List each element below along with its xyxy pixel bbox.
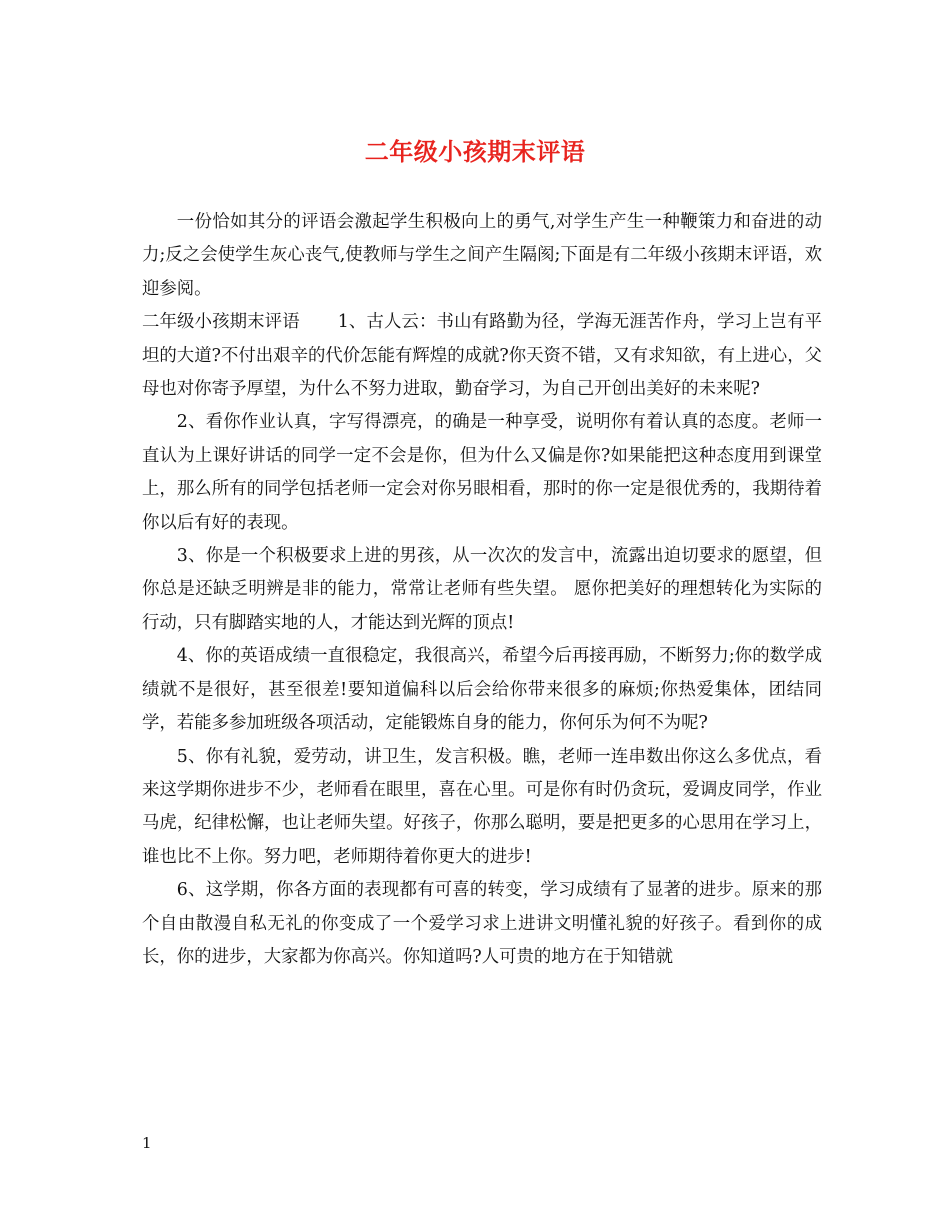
intro-paragraph: 一份恰如其分的评语会激起学生积极向上的勇气,对学生产生一种鞭策力和奋进的动力;反之会使学生灰心丧气,使教师与学生之间产生隔阂;下面是有二年级小孩期末评语，欢迎参阅。	[142, 212, 822, 299]
comment-1-text: 1、古人云：书山有路勤为径，学海无涯苦作舟，学习上岂有平坦的大道?不付出艰辛的代价怎能有辉煌的成就?你天资不错，又有求知欲，有上进心，父母也对你寄予厚望，为什么不努力进取，勤奋学习，为自己开创出美好的未来呢?	[142, 312, 822, 400]
document-title: 二年级小孩期末评语	[364, 137, 586, 166]
comment-paragraph-6: 6、这学期，你各方面的表现都有可喜的转变，学习成绩有了显著的进步。原来的那个自由散漫自私无礼的你变成了一个爱学习求上进讲文明懂礼貌的好孩子。看到你的成长，你的进步，大家都为你高兴。你知道吗?人可贵的地方在于知错就	[142, 880, 822, 967]
document-body	[142, 206, 822, 974]
section-subheading: 二年级小孩期末评语	[142, 312, 300, 333]
comment-paragraph-3: 3、你是一个积极要求上进的男孩，从一次次的发言中，流露出迫切要求的愿望，但你总是还缺乏明辨是非的能力，常常让老师有些失望。 愿你把美好的理想转化为实际的行动，只有脚踏实地的人，才能达到光辉的顶点!	[142, 546, 822, 633]
page-number: 1	[142, 1134, 152, 1152]
comment-paragraph-4: 4、你的英语成绩一直很稳定，我很高兴，希望今后再接再励，不断努力;你的数学成绩就不是很好，甚至很差!要知道偏科以后会给你带来很多的麻烦;你热爱集体，团结同学，若能多参加班级各项活动，定能锻炼自身的能力，你何乐为何不为呢?	[142, 646, 822, 734]
comment-paragraph-1	[142, 306, 822, 406]
comment-paragraph-2: 2、看你作业认真，字写得漂亮，的确是一种享受，说明你有着认真的态度。老师一直认为上课好讲话的同学一定不会是你，但为什么又偏是你?如果能把这种态度用到课堂上，那么所有的同学包括老师一定会对你另眼相看，那时的你一定是很优秀的，我期待着你以后有好的表现。	[142, 412, 822, 533]
comment-paragraph-5: 5、你有礼貌，爱劳动，讲卫生，发言积极。瞧，老师一连串数出你这么多优点，看来这学期你进步不少，老师看在眼里，喜在心里。可是你有时仍贪玩，爱调皮同学，作业马虎，纪律松懈，也让老师失望。好孩子，你那么聪明，要是把更多的心思用在学习上，谁也比不上你。努力吧，老师期待着你更大的进步!	[142, 746, 822, 867]
